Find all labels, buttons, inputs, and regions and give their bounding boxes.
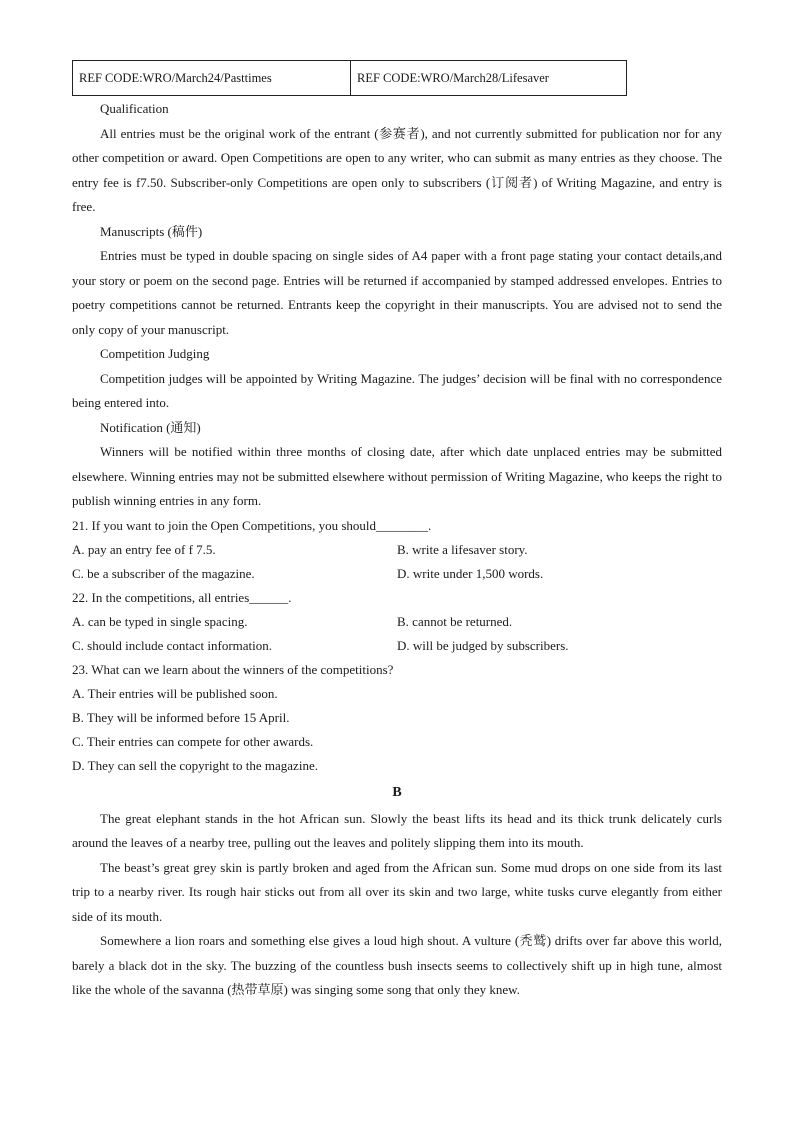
notification-heading: Notification (通知)	[100, 419, 201, 435]
manuscripts-heading: Manuscripts (稿件)	[100, 223, 203, 239]
qualification-text: All entries must be the original work of the entrant (参赛者), and not currently submitted for publication nor for any other competition or award. Open Competitions are open to any writer, who can submit as many entries as they choose. The entry fee is f7.50. Subscriber-only Competitions are open only to subscribers (订阅者) of Writing Magazine, and entry is free.	[72, 125, 722, 214]
question-23-option-b: B. They will be informed before 15 April.	[72, 709, 290, 725]
question-21-option-c: C. be a subscriber of the magazine.	[72, 565, 255, 581]
question-21-option-b: B. write a lifesaver story.	[397, 541, 528, 557]
question-22-options-row-2	[72, 634, 722, 658]
ref-code-cell-lifesaver: REF CODE:WRO/March28/Lifesaver	[351, 61, 627, 96]
notification-text: Winners will be notified within three months of closing date, after which date unplaced entries may be submitted elsewhere. Winning entries may not be submitted elsewhere without permission of Writing Magazine, who keeps the right to publish winning entries in any form.	[72, 444, 722, 508]
question-21-option-d: D. write under 1,500 words.	[397, 565, 544, 581]
section-b-paragraph-3: Somewhere a lion roars and something else gives a loud high shout. A vulture (秃鹫) drifts over far above this world, barely a black dot in the sky. The buzzing of the countless bush insects seems to collectively shift up in high tune, almost like the whole of the savanna (热带草原) was singing some song that only they knew.	[72, 933, 722, 997]
question-23-option-d: D. They can sell the copyright to the magazine.	[72, 757, 318, 773]
question-22-stem: 22. In the competitions, all entries______.	[72, 589, 292, 605]
question-23-stem: 23. What can we learn about the winners of the competitions?	[72, 661, 394, 677]
question-21-options-row-2	[72, 562, 722, 586]
section-b-paragraph-1: The great elephant stands in the hot African sun. Slowly the beast lifts its head and its thick trunk delicately curls around the leaves of a nearby tree, pulling out the leaves and politely slipping them into its mouth.	[72, 810, 722, 850]
section-b-passage	[72, 807, 722, 1003]
ref-code-table	[72, 60, 627, 96]
section-b-heading: B	[392, 784, 402, 800]
question-22-option-a: A. can be typed in single spacing.	[72, 613, 248, 629]
question-21-option-a: A. pay an entry fee of f 7.5.	[72, 541, 216, 557]
judging-heading: Competition Judging	[100, 346, 210, 361]
document-page	[72, 60, 722, 1003]
question-23-option-c: C. Their entries can compete for other awards.	[72, 733, 314, 749]
question-22-options-row-1	[72, 610, 722, 634]
qualification-heading: Qualification	[100, 101, 169, 116]
section-b-paragraph-2: The beast’s great grey skin is partly broken and aged from the African sun. Some mud drops on one side from its last trip to a nearby river. Its rough hair sticks out from all over its skin and two large, white tusks curve elegantly from either side of its mouth.	[72, 859, 722, 924]
manuscripts-text: Entries must be typed in double spacing on single sides of A4 paper with a front page stating your contact details,and your story or poem on the second page. Entries will be returned if accompanied by stamped addressed envelopes. Entries to poetry competitions cannot be returned. Entrants keep the copyright in their manuscripts. You are advised not to send the only copy of your manuscript.	[72, 248, 722, 337]
ref-code-cell-pasttimes: REF CODE:WRO/March24/Pasttimes	[73, 61, 351, 96]
question-22-option-d: D. will be judged by subscribers.	[397, 637, 569, 653]
judging-text: Competition judges will be appointed by Writing Magazine. The judges’ decision will be final with no correspondence being entered into.	[72, 370, 722, 410]
question-21-options-row-1	[72, 538, 722, 562]
question-23-option-a: A. Their entries will be published soon.	[72, 685, 278, 701]
question-21-stem: 21. If you want to join the Open Competitions, you should________.	[72, 517, 432, 533]
question-22-option-b: B. cannot be returned.	[397, 613, 513, 629]
ref-code-row	[73, 61, 627, 96]
question-22-option-c: C. should include contact information.	[72, 637, 273, 653]
